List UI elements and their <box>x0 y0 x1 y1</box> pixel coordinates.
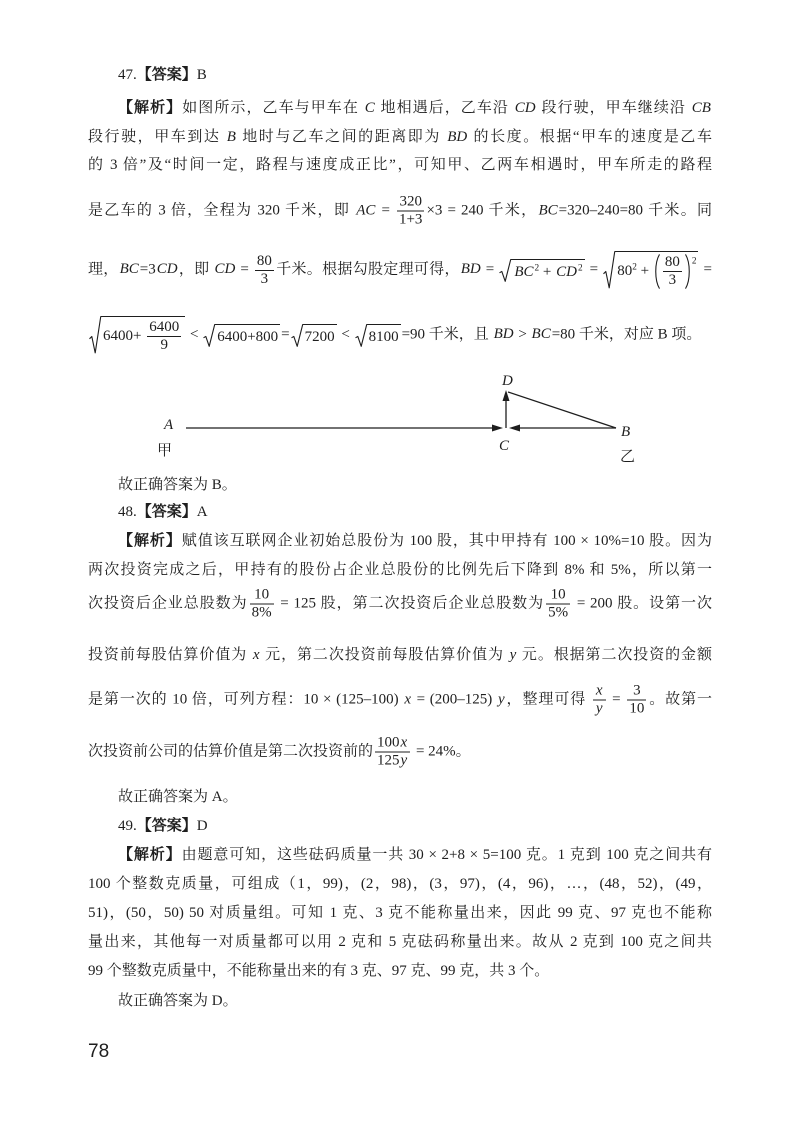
math-variable: CB <box>691 100 711 116</box>
diagram-label-yi: 乙 <box>620 449 636 465</box>
text-run: 10 <box>254 586 270 603</box>
square-root <box>203 324 280 347</box>
text-run: =3 <box>139 261 156 278</box>
square-root <box>355 324 401 347</box>
text-run: = <box>699 261 712 278</box>
text-run: = <box>481 261 499 278</box>
math-variable: C <box>364 100 375 116</box>
math-variable: x <box>400 734 408 751</box>
text-run: 47. <box>118 67 137 83</box>
square-root <box>499 259 584 282</box>
radicand <box>303 324 337 347</box>
text-run: 99 个整数克质量中，不能称量出来的有 3 克、97 克、99 克，共 3 个。 <box>88 963 550 979</box>
text-run: 。故第一 <box>648 691 712 708</box>
fraction <box>663 254 682 289</box>
fraction-numerator <box>627 683 646 701</box>
text-run: 是乙车的 3 倍，全程为 320 千米，即 <box>88 202 356 219</box>
q47-answer-heading <box>118 65 207 85</box>
fraction-denominator <box>397 212 424 229</box>
q49-analysis-line <box>88 903 712 923</box>
q47-analysis-formula-line <box>88 316 701 354</box>
square-root <box>291 324 337 347</box>
text-run: 千米。根据勾股定理可得， <box>275 261 460 278</box>
q47-analysis-formula-line <box>88 251 712 289</box>
radicand <box>511 259 584 282</box>
math-variable: y <box>595 700 603 717</box>
text-run: 元，第二次投资前每股估算价值为 <box>260 647 509 663</box>
text-run: 地时与乙车之间的距离即为 <box>236 129 447 145</box>
superscript: 2 <box>632 262 637 273</box>
fraction-denominator <box>663 272 682 289</box>
text-run: 5% <box>548 604 569 621</box>
bold-label: 【答案】 <box>136 818 197 834</box>
text-run: A <box>196 504 208 520</box>
math-variable: y <box>497 691 505 708</box>
radical-sign-icon <box>603 251 615 289</box>
q48-analysis-formula-line <box>88 735 471 770</box>
text-run: D <box>196 818 208 834</box>
math-variable: CD <box>556 263 577 280</box>
text-run: = <box>585 261 603 278</box>
radicand <box>367 324 401 347</box>
fraction-denominator <box>375 753 410 770</box>
text-run: 80 <box>256 252 272 269</box>
q48-analysis-formula-line <box>88 683 712 718</box>
fraction-numerator <box>255 253 274 271</box>
q49-answer-heading <box>118 816 208 836</box>
bold-label: 【解析】 <box>118 100 183 116</box>
math-variable: y <box>400 752 408 769</box>
text-run: 两次投资完成之后，甲持有的股份占企业总股份的比例先后下降到 8% 和 5%，所以第一 <box>88 562 712 578</box>
superscript: 2 <box>577 262 583 273</box>
math-variable: y <box>509 647 517 663</box>
radical-sign-icon <box>355 324 367 347</box>
math-variable: BC <box>538 202 558 219</box>
fraction-denominator <box>593 701 606 718</box>
text-run: = <box>236 261 253 278</box>
superscript: 2 <box>534 262 540 273</box>
text-run: > <box>514 326 531 343</box>
diagram-segment-db <box>508 392 616 428</box>
text-run: 100 <box>377 734 400 751</box>
q49-conclusion: 故正确答案为 D。 <box>118 993 238 1009</box>
fraction <box>627 683 646 718</box>
text-run: 6400+800 <box>217 328 279 345</box>
text-run: 的长度。根据“甲车的速度是乙车 <box>468 129 712 145</box>
text-run: = 125 股，第二次投资后企业总股数为 <box>275 595 545 612</box>
fraction-numerator <box>375 735 410 753</box>
text-run: 6400 <box>149 319 180 335</box>
diagram-label-jia: 甲 <box>157 443 173 459</box>
square-root <box>603 251 698 289</box>
triangle-diagram <box>0 370 800 440</box>
text-run: + <box>636 262 653 279</box>
q47-analysis-line <box>88 127 712 147</box>
page-number: 78 <box>88 1041 110 1062</box>
fraction-numerator <box>147 319 181 337</box>
radical-sign-icon <box>203 324 215 347</box>
text-run: 赋值该互联网企业初始总股份为 100 股，其中甲持有 100 × 10%=10 股。因为 <box>181 533 712 549</box>
text-run: 80 <box>617 262 633 279</box>
fraction <box>546 587 570 622</box>
fraction <box>250 587 274 622</box>
q47-conclusion: 故正确答案为 B。 <box>118 477 237 493</box>
text-run: 次投资后企业总股数为 <box>88 595 248 612</box>
q49-analysis-line <box>88 874 712 894</box>
paren-content <box>660 254 685 289</box>
fraction-numerator <box>397 194 424 212</box>
fraction-numerator <box>546 587 570 605</box>
fraction-numerator <box>663 254 682 272</box>
bold-label: 【答案】 <box>136 67 197 83</box>
radicand <box>101 316 185 354</box>
fraction-denominator <box>147 337 181 354</box>
text-run: = <box>281 326 290 343</box>
math-variable: x <box>252 647 260 663</box>
fraction-denominator <box>546 605 570 622</box>
math-variable: BD <box>460 261 481 278</box>
q49-analysis-line <box>88 932 712 952</box>
text-run: 51)，(50，50) 50 对质量组。可知 1 克、3 克不能称量出来，因此 99 克、97 克也不能称 <box>88 905 712 921</box>
text-run: 元。根据第二次投资的金额 <box>517 647 712 663</box>
text-run: B <box>196 67 207 83</box>
diagram-label-d: D <box>502 373 513 389</box>
text-run: 段行驶，甲车继续沿 <box>536 100 691 116</box>
text-run: =90 千米，且 <box>401 326 493 343</box>
superscript: 2 <box>691 256 697 267</box>
text-run: ，整理可得 <box>505 691 591 708</box>
math-variable: x <box>404 691 411 708</box>
text-run: 段行驶，甲车到达 <box>88 129 226 145</box>
fraction <box>593 683 606 718</box>
diagram-label-c: C <box>499 438 510 454</box>
text-run: 125 <box>377 752 400 769</box>
text-run: = 24%。 <box>412 743 471 760</box>
q49-analysis-line <box>88 961 549 981</box>
diagram-label-b: B <box>621 424 631 440</box>
text-run: 3 <box>668 272 677 288</box>
fraction <box>147 319 181 354</box>
q47-analysis-line <box>118 98 712 118</box>
text-run: =320–240=80 千米。同 <box>558 202 712 219</box>
fraction-numerator <box>593 683 606 701</box>
text-run: 如图所示，乙车与甲车在 <box>182 100 364 116</box>
q48-answer-heading <box>118 502 208 522</box>
q48-analysis-formula-line <box>88 587 712 622</box>
text-run: 8% <box>251 604 272 621</box>
right-paren-icon <box>685 254 691 289</box>
q48-analysis-line <box>118 531 712 551</box>
fraction-denominator <box>250 605 274 622</box>
text-run: 理， <box>88 261 119 278</box>
arrowhead-right-icon <box>492 425 503 432</box>
arrowhead-left-icon <box>509 425 520 432</box>
radical-sign-icon <box>89 316 101 354</box>
math-variable: BD <box>493 326 514 343</box>
bold-label: 【解析】 <box>118 533 182 549</box>
q47-analysis-formula-line <box>88 194 712 229</box>
text-run: = (200–125) <box>412 691 497 708</box>
parenthesized-group <box>654 254 691 289</box>
text-run: 的 3 倍”及“时间一定，路程与速度成正比”，可知甲、乙两车相遇时，甲车所走的路程 <box>88 157 712 173</box>
diagram-label-a: A <box>164 417 174 433</box>
q48-conclusion: 故正确答案为 A。 <box>118 789 238 805</box>
text-run: 10 <box>550 586 566 603</box>
text-run: 1+3 <box>398 211 423 228</box>
bold-label: 【答案】 <box>136 504 197 520</box>
text-run: 3 <box>260 270 269 287</box>
text-run: < <box>186 326 203 343</box>
text-run: = 200 股。设第一次 <box>572 595 712 612</box>
text-run: 9 <box>160 337 168 353</box>
radical-sign-icon <box>499 259 511 282</box>
text-run: = <box>376 202 395 219</box>
math-variable: CD <box>514 100 536 116</box>
text-run: 由题意可知，这些砝码质量一共 30 × 2+8 × 5=100 克。1 克到 100 克之间共有 <box>181 847 712 863</box>
text-run: 投资前每股估算价值为 <box>88 647 252 663</box>
text-run: + <box>539 263 556 280</box>
text-run: 7200 <box>304 328 335 345</box>
q49-analysis-line <box>118 845 712 865</box>
text-run: ×3 = 240 千米， <box>426 202 538 219</box>
text-run: 80 <box>664 254 680 270</box>
math-variable: BC <box>514 263 534 280</box>
text-run: 8100 <box>368 328 399 345</box>
bold-label: 【解析】 <box>118 847 182 863</box>
fraction <box>397 194 424 229</box>
math-variable: CD <box>156 261 178 278</box>
math-variable: x <box>595 682 603 699</box>
text-run: < <box>337 326 354 343</box>
math-variable: BC <box>119 261 139 278</box>
text-run: ，即 <box>178 261 214 278</box>
q48-analysis-line <box>88 560 712 580</box>
fraction-numerator <box>250 587 274 605</box>
radicand <box>615 251 698 289</box>
math-variable: BD <box>447 129 468 145</box>
math-variable: BC <box>531 326 551 343</box>
text-run: 地相遇后，乙车沿 <box>375 100 514 116</box>
text-run: 3 <box>633 682 641 699</box>
left-paren-icon <box>654 254 660 289</box>
fraction-denominator <box>255 271 274 288</box>
square-root <box>89 316 185 354</box>
fraction <box>255 253 274 288</box>
text-run: 6400+ <box>103 327 146 344</box>
fraction-denominator <box>627 701 646 718</box>
math-variable: CD <box>214 261 236 278</box>
math-variable: AC <box>356 202 376 219</box>
fraction <box>375 735 410 770</box>
q47-analysis-line <box>88 155 712 175</box>
text-run: 量出来，其他每一对质量都可以用 2 克和 5 克砝码称量出来。故从 2 克到 100 克之间共 <box>88 934 712 950</box>
text-run: 10 <box>629 700 645 717</box>
text-run: 48. <box>118 504 137 520</box>
text-run: 49. <box>118 818 137 834</box>
text-run: 次投资前公司的估算价值是第二次投资前的 <box>88 743 374 760</box>
text-run: 是第一次的 10 倍，可列方程：10 × (125–100) <box>88 691 404 708</box>
text-run: =80 千米，对应 B 项。 <box>551 326 702 343</box>
radical-sign-icon <box>291 324 303 347</box>
radicand <box>215 324 280 347</box>
text-run: 100 个整数克质量，可组成（1，99)，(2，98)，(3，97)，(4，96)，…，(48，52)，(49， <box>88 876 712 892</box>
q48-analysis-line <box>88 645 712 665</box>
text-run: = <box>607 691 626 708</box>
math-variable: B <box>226 129 236 145</box>
text-run: 320 <box>399 193 422 210</box>
